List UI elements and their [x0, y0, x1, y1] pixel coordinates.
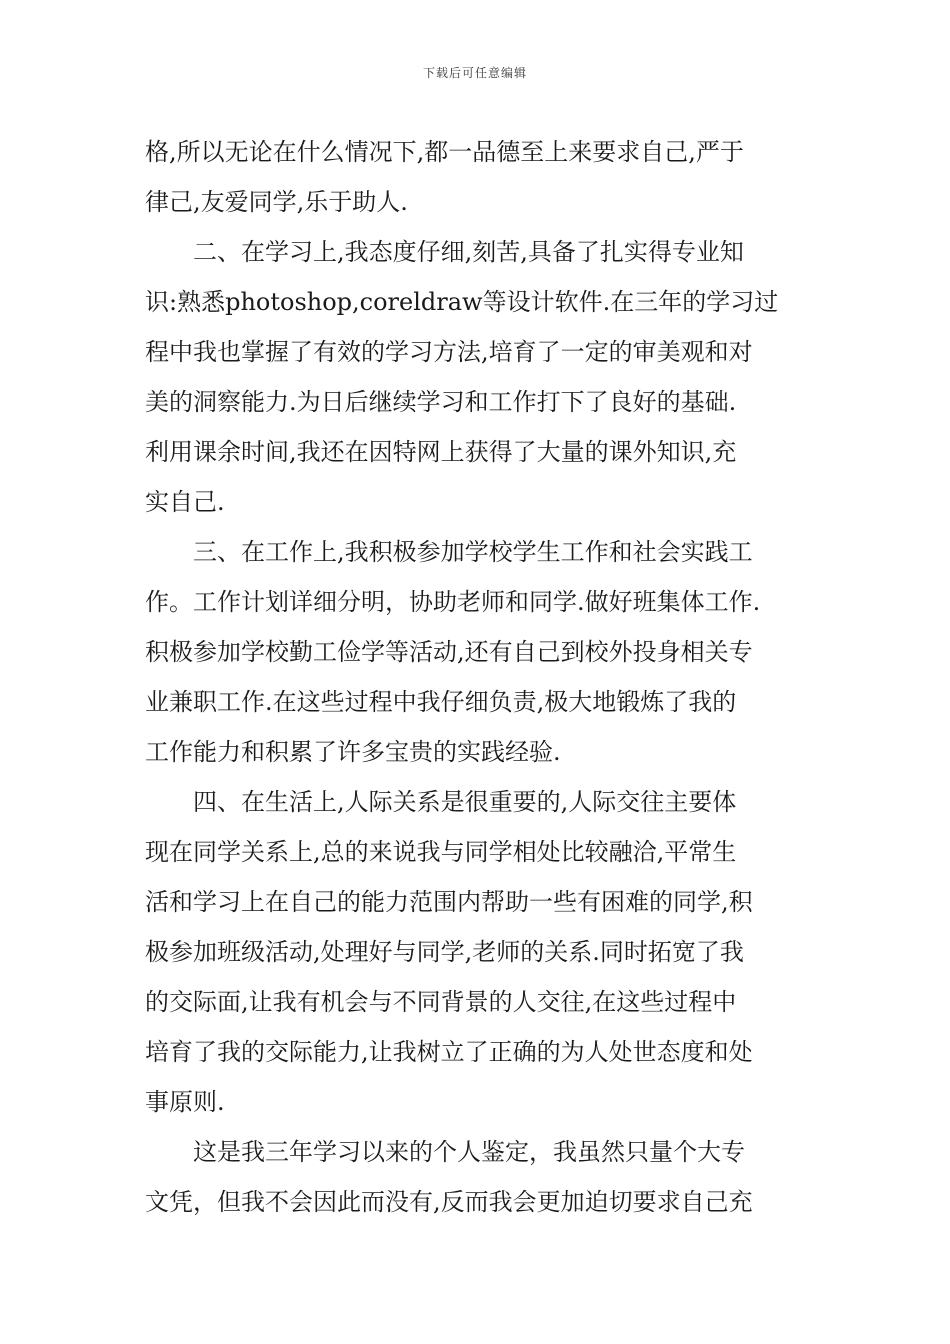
document-body: [145, 127, 810, 1227]
text-line: 作。工作计划详细分明，协助老师和同学.做好班集体工作.: [145, 588, 761, 616]
paragraph-start-line: 这是我三年学习以来的个人鉴定，我虽然只量个大专: [193, 1138, 745, 1166]
text-line: 识:熟悉photoshop,coreldraw等设计软件.在三年的学习过: [145, 288, 779, 316]
text-line: 格,所以无论在什么情况下,都一品德至上来要求自己,严于: [145, 138, 744, 166]
text-line: 律己,友爱同学,乐于助人.: [145, 188, 408, 216]
page-header: 下载后可任意编辑: [422, 66, 527, 80]
text-line: 现在同学关系上,总的来说我与同学相处比较融洽,平常生: [145, 838, 737, 866]
text-line: 业兼职工作.在这些过程中我仔细负责,极大地锻炼了我的: [145, 688, 737, 716]
text-line: 实自己.: [145, 488, 225, 516]
paragraph-start-line: 三、在工作上,我积极参加学校学生工作和社会实践工: [193, 538, 753, 566]
text-line: 事原则.: [145, 1088, 225, 1116]
text-line: 活和学习上在自己的能力范围内帮助一些有困难的同学,积: [145, 888, 753, 916]
text-line: 工作能力和积累了许多宝贵的实践经验.: [145, 738, 561, 766]
text-line: 极参加班级活动,处理好与同学,老师的关系.同时拓宽了我: [145, 938, 744, 966]
paragraph-start-line: 二、在学习上,我态度仔细,刻苦,具备了扎实得专业知: [193, 238, 744, 266]
text-line: 利用课余时间,我还在因特网上获得了大量的课外知识,充: [145, 438, 737, 466]
text-line: 积极参加学校勤工俭学等活动,还有自己到校外投身相关专: [145, 638, 753, 666]
text-line: 培育了我的交际能力,让我树立了正确的为人处世态度和处: [145, 1038, 753, 1066]
text-line: 程中我也掌握了有效的学习方法,培育了一定的审美观和对: [145, 338, 753, 366]
text-line: 的交际面,让我有机会与不同背景的人交往,在这些过程中: [145, 988, 737, 1016]
text-line: 美的洞察能力.为日后继续学习和工作打下了良好的基础.: [145, 388, 737, 416]
text-line: 文凭，但我不会因此而没有,反而我会更加迫切要求自己充: [145, 1188, 753, 1216]
paragraph-start-line: 四、在生活上,人际关系是很重要的,人际交往主要体: [193, 788, 737, 816]
